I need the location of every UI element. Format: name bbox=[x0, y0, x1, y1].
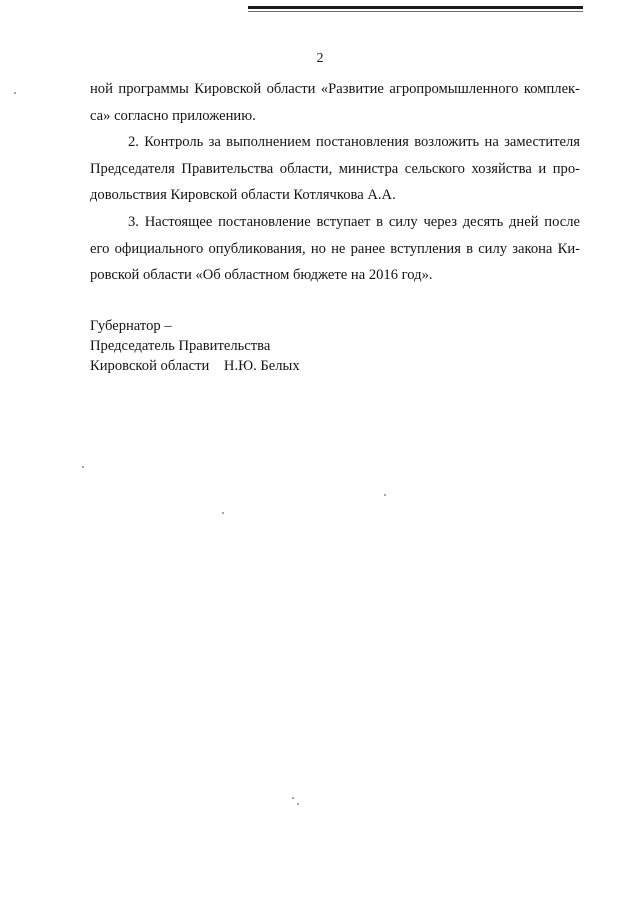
signature-region: Кировской области bbox=[90, 358, 210, 374]
signature-position-line-2: Председатель Правительства bbox=[90, 338, 271, 354]
scan-speck bbox=[384, 494, 386, 496]
scan-speck bbox=[297, 803, 299, 805]
scan-speck bbox=[292, 797, 294, 799]
scan-speck bbox=[14, 92, 16, 94]
paragraph-3-line-2: его официального опубликования, но не ранее вступления в силу закона Ки- bbox=[90, 240, 580, 257]
scan-speck bbox=[222, 512, 224, 514]
header-rule-thin bbox=[248, 11, 583, 12]
paragraph-1-line-1: ной программы Кировской области «Развитие агропромышленного комплек- bbox=[90, 81, 580, 97]
document-body bbox=[90, 76, 580, 289]
scan-speck bbox=[82, 466, 84, 468]
paragraph-2-line-2: Председателя Правительства области, министра сельского хозяйства и про- bbox=[90, 160, 580, 177]
paragraph-1-line-2: са» согласно приложению. bbox=[90, 107, 256, 124]
signature-position-line-3 bbox=[90, 356, 300, 376]
paragraph-3-line-1: 3. Настоящее постановление вступает в силу через десять дней после bbox=[128, 213, 580, 230]
signature-block bbox=[90, 316, 300, 376]
paragraph-3-line-3: ровской области «Об областном бюджете на 2016 год». bbox=[90, 267, 433, 284]
signature-name: Н.Ю. Белых bbox=[223, 358, 300, 374]
header-rule bbox=[248, 6, 583, 9]
page-number: 2 bbox=[316, 51, 324, 66]
paragraph-2-line-3: довольствия Кировской области Котлячкова А.А. bbox=[90, 187, 396, 204]
paragraph-2-line-1: 2. Контроль за выполнением постановления возложить на заместителя bbox=[128, 134, 580, 151]
signature-position-line-1: Губернатор – bbox=[90, 318, 172, 334]
